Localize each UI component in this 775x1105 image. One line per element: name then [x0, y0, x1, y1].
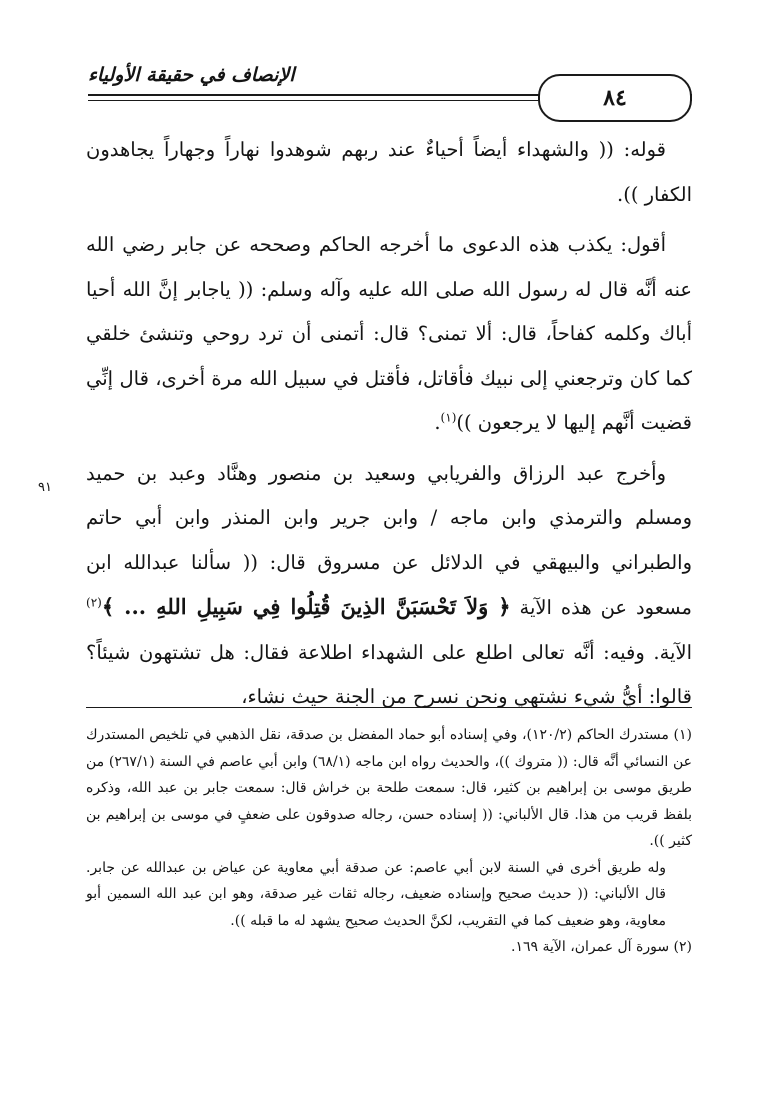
footnote-2: (٢) سورة آل عمران، الآية ١٦٩.	[511, 939, 692, 955]
paragraph-1: قوله: (( والشهداء أيضاً أحياءٌ عند ربهم شوهدوا نهاراً وجهاراً يجاهدون الكفار )).	[86, 138, 692, 206]
page-header	[88, 60, 692, 116]
paragraph-2-end: .	[434, 411, 441, 434]
paragraph-2	[86, 223, 692, 446]
paragraph-2-text: أقول: يكذب هذه الدعوى ما أخرجه الحاكم وصححه عن جابر رضي الله عنه أنَّه قال له رسول الله صلى الله عليه وآله وسلم: (( ياجابر إنَّ الله أحيا أباك وكلمه كفاحاً، قال: ألا تمنى؟ قال: أتمنى أن ترد روحي وتنشئ خلقي كما كان وترجعني إلى نبيك فأقاتل، فأقتل في سبيل الله مرة أخرى، قال إنِّي قضيت أنَّهم إليها لا يرجعون ))	[86, 233, 692, 434]
paragraph-3-text-a: وأخرج عبد الرزاق والفريابي وسعيد بن منصور وهنَّاد وعبد بن حميد ومسلم والترمذي وابن ماجه / وابن جرير وابن المنذر وابن أبي حاتم والطبراني والبيهقي في الدلائل عن مسروق قال: (( سألنا عبدالله ابن مسعود عن هذه الآية	[86, 461, 692, 619]
page-number: ٨٤	[603, 85, 627, 111]
paragraph-3	[86, 452, 692, 720]
footnotes	[86, 722, 692, 961]
margin-page-reference: ٩١	[38, 480, 52, 495]
footnote-1: (١) مستدرك الحاكم (١٢٠/٢)، وفي إسناده أبو حماد المفضل بن صدقة، نقل الذهبي في تلخيص المستدرك عن النسائي أنَّه قال: (( متروك ))، والحديث رواه ابن ماجه (٦٨/١) وابن أبي عاصم في السنة (٢٦٧/١) من طريق موسى بن إبراهيم بن كثير، قال: سمعت طلحة بن خراش قال: سمعت جابر بن عبد الله، وذكره بلفظ قريب من هذا. قال الألباني: (( إسناده حسن، رجاله صدوقون على ضعفٍ في موسى بن إبراهيم بن كثير )).	[86, 727, 693, 849]
footnote-ref-2[interactable]: (٢)	[86, 595, 102, 610]
footnote-separator	[86, 707, 692, 708]
paragraph-3-text-b: الآية. وفيه: أنَّه تعالى اطلع على الشهداء اطلاعة فقال: هل تشتهون شيئاً؟ قالوا: أيُّ شيء نشتهي ونحن نسرح من الجنة حيث نشاء،	[86, 640, 692, 708]
quran-verse: ﴿ وَلاَ تَحْسَبَنَّ الذِينَ قُتِلُوا فِي سَبِيلِ اللهِ ... ﴾	[101, 594, 511, 619]
main-text	[86, 128, 692, 720]
footnote-1-continued: وله طريق أخرى في السنة لابن أبي عاصم: عن صدقة أبي معاوية عن عياض بن عبدالله عن جابر. قال الألباني: (( حديث صحيح وإسناده ضعيف، رجاله ثقات غير صدقة، وهو ابن عبد الله السمين أبو معاوية، وهو ضعيف كما في التقريب، لكنَّ الحديث صحيح يشهد له ما قبله )).	[86, 859, 666, 929]
running-title: الإنصاف في حقيقة الأولياء	[88, 64, 295, 86]
footnote-ref-1[interactable]: (١)	[440, 410, 457, 425]
page-number-badge	[538, 74, 692, 122]
